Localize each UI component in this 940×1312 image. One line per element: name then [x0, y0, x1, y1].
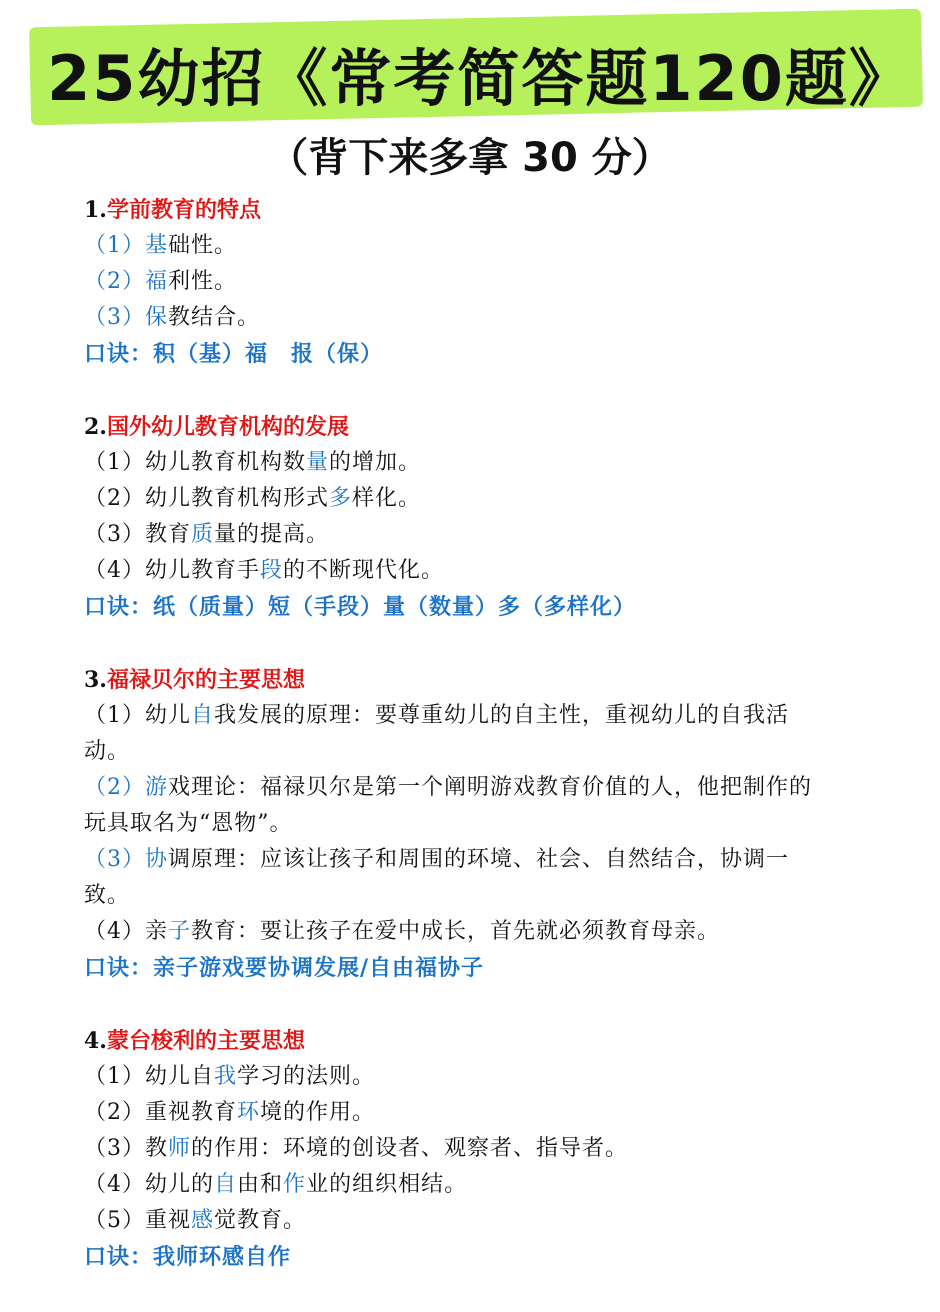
item-number: （2） — [84, 775, 145, 800]
section-title: 蒙台梭利的主要思想 — [106, 1028, 305, 1054]
list-item — [84, 300, 824, 336]
item-text: 幼儿教育手 — [145, 558, 261, 583]
list-item — [84, 553, 824, 589]
item-number: （2） — [84, 269, 145, 294]
list-item — [84, 914, 824, 950]
section-title: 福禄贝尔的主要思想 — [106, 667, 305, 693]
item-key-char: 游 — [145, 775, 169, 800]
section-number: 1. — [84, 197, 107, 223]
item-text: 由和 — [237, 1172, 284, 1197]
list-item — [84, 228, 824, 264]
item-text: 亲 — [145, 919, 169, 944]
item-key-char: 质 — [191, 522, 215, 547]
item-key-char: 子 — [168, 919, 192, 944]
section-title: 学前教育的特点 — [106, 197, 261, 223]
mnemonic: 口诀：我师环感自作 — [84, 1244, 292, 1270]
item-text: 幼儿的 — [145, 1172, 215, 1197]
item-text: 幼儿自 — [145, 1064, 215, 1089]
item-text: 的作用：环境的创设者、观察者、指导者。 — [191, 1136, 629, 1161]
item-number: （1） — [84, 1064, 145, 1089]
item-text: 学习的法则。 — [237, 1064, 376, 1089]
section-title: 国外幼儿教育机构的发展 — [106, 414, 349, 440]
item-text: 教结合。 — [168, 305, 261, 330]
item-key-char: 协 — [145, 847, 169, 872]
section — [84, 1023, 824, 1275]
item-key-char: 自 — [214, 1172, 238, 1197]
list-item — [84, 1131, 824, 1167]
section-heading — [84, 192, 824, 228]
item-text: 的不断现代化。 — [283, 558, 445, 583]
list-item — [84, 445, 824, 481]
item-number: （3） — [84, 847, 145, 872]
section-number: 3. — [84, 667, 107, 693]
list-item — [84, 1059, 824, 1095]
item-key-char: 自 — [191, 703, 215, 728]
section-heading — [84, 409, 824, 445]
section-heading — [84, 662, 824, 698]
section — [84, 192, 824, 372]
section — [84, 662, 824, 986]
item-number: （2） — [84, 1100, 145, 1125]
item-text: 幼儿教育机构数 — [145, 450, 307, 475]
section-heading — [84, 1023, 824, 1059]
page-title: 25幼招《常考简答题120题》 — [47, 41, 913, 115]
page-subtitle: （背下来多拿 30 分） — [268, 135, 672, 181]
item-text: 教育 — [145, 522, 192, 547]
item-number: （4） — [84, 1172, 145, 1197]
mnemonic: 口诀：积（基）福 报（保） — [84, 341, 384, 367]
item-key-char: 师 — [168, 1136, 192, 1161]
item-text: 量的提高。 — [214, 522, 330, 547]
list-item — [84, 1167, 824, 1203]
item-key-char: 作 — [283, 1172, 307, 1197]
list-item — [84, 264, 824, 300]
item-key-char: 基 — [145, 233, 169, 258]
item-number: （1） — [84, 450, 145, 475]
item-text: 样化。 — [352, 486, 422, 511]
list-item — [84, 1095, 824, 1131]
item-key-char: 环 — [237, 1100, 261, 1125]
content-body — [84, 192, 824, 1312]
item-key-char: 保 — [145, 305, 169, 330]
item-number: （1） — [84, 233, 145, 258]
item-text: 我发展的原理：要尊重幼儿的自主性，重视幼儿的自我活动。 — [84, 703, 790, 764]
list-item — [84, 842, 824, 914]
list-item — [84, 481, 824, 517]
item-text: 重视 — [145, 1208, 192, 1233]
item-key-char: 感 — [191, 1208, 215, 1233]
item-number: （4） — [84, 558, 145, 583]
item-number: （4） — [84, 919, 145, 944]
item-number: （3） — [84, 1136, 145, 1161]
item-number: （3） — [84, 522, 145, 547]
item-number: （5） — [84, 1208, 145, 1233]
item-key-char: 段 — [260, 558, 284, 583]
item-number: （2） — [84, 486, 145, 511]
item-number: （3） — [84, 305, 145, 330]
item-key-char: 多 — [329, 486, 353, 511]
item-key-char: 量 — [306, 450, 330, 475]
list-item — [84, 770, 824, 842]
section-number: 2. — [84, 414, 107, 440]
mnemonic: 口诀：纸（质量）短（手段）量（数量）多（多样化） — [84, 594, 637, 620]
item-text: 幼儿 — [145, 703, 192, 728]
mnemonic: 口诀：亲子游戏要协调发展/自由福协子 — [84, 955, 485, 981]
list-item — [84, 1203, 824, 1239]
item-key-char: 我 — [214, 1064, 238, 1089]
item-text: 础性。 — [168, 233, 238, 258]
item-text: 教 — [145, 1136, 169, 1161]
section — [84, 409, 824, 625]
item-text: 业的组织相结。 — [306, 1172, 468, 1197]
item-text: 调原理：应该让孩子和周围的环境、社会、自然结合，协调一致。 — [84, 847, 790, 908]
item-text: 幼儿教育机构形式 — [145, 486, 330, 511]
item-key-char: 福 — [145, 269, 169, 294]
item-text: 利性。 — [168, 269, 238, 294]
item-text: 教育：要让孩子在爱中成长，首先就必须教育母亲。 — [191, 919, 721, 944]
item-text: 觉教育。 — [214, 1208, 307, 1233]
item-text: 境的作用。 — [260, 1100, 376, 1125]
item-text: 重视教育 — [145, 1100, 238, 1125]
list-item — [84, 698, 824, 770]
item-text: 戏理论：福禄贝尔是第一个阐明游戏教育价值的人，他把制作的玩具取名为“恩物”。 — [84, 775, 813, 836]
item-text: 的增加。 — [329, 450, 422, 475]
list-item — [84, 517, 824, 553]
item-number: （1） — [84, 703, 145, 728]
section-number: 4. — [84, 1028, 107, 1054]
